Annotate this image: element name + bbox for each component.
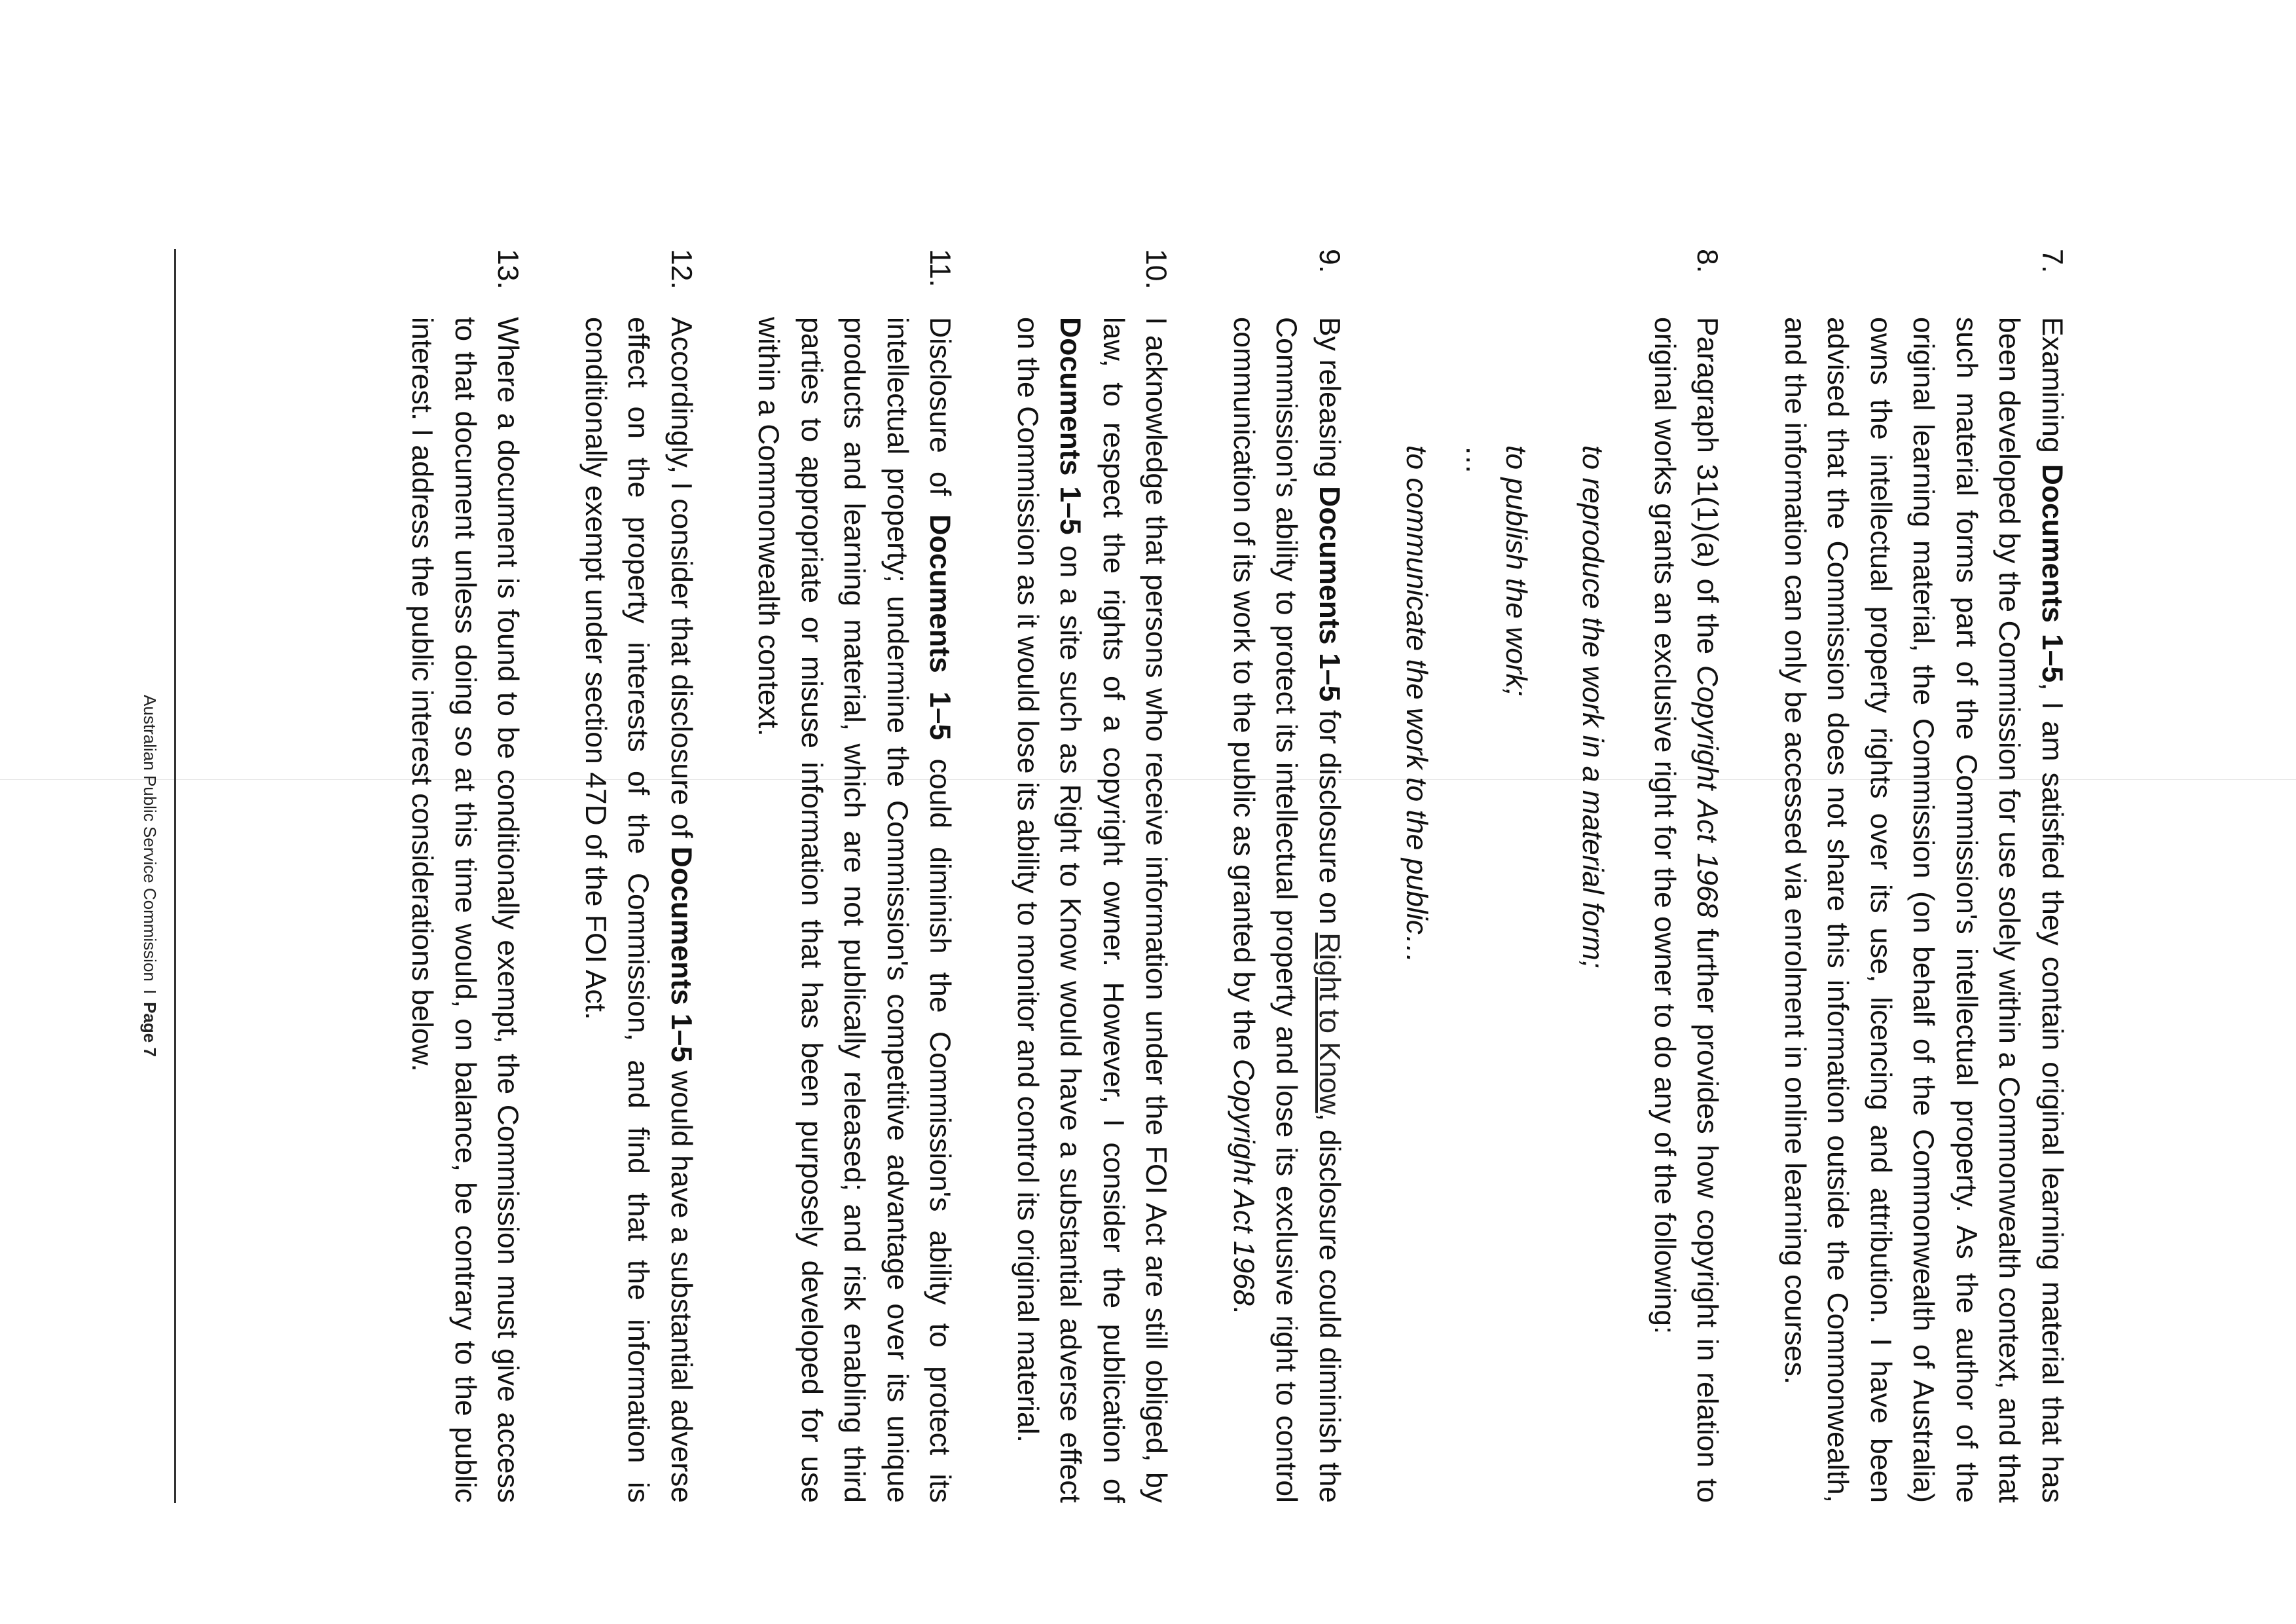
paragraph-text: further provides how copyright in relation to original works grants an exclusive right for the owner to do any of the following: <box>1649 317 1724 1503</box>
paragraph-text: for disclosure on <box>1313 701 1345 933</box>
paragraph-text: Where a document is found to be conditionally exempt, the Commission must give access to that document unless doing so at this time would, on balance, be contrary to the public interest. I address the public interest considerations below. <box>406 317 524 1503</box>
documents-reference: Documents 1–5 <box>1313 486 1345 702</box>
paragraph-7 <box>1774 249 2074 1503</box>
paragraph-text: Examining <box>2036 317 2068 464</box>
act-title: Copyright Act 1968 <box>1691 665 1724 918</box>
documents-reference: Documents 1–5 <box>1054 317 1087 535</box>
paragraph-13 <box>401 249 530 1503</box>
footer-page-number: Page 7 <box>140 1002 160 1057</box>
act-title: Copyright Act 1968 <box>1228 1058 1260 1306</box>
paragraph-text: could diminish the Commission's ability to protect its intellectual property; undermine the Commission's competitive advantage over its unique products and learning material, which are not publically released; and risk enabling third parties to appropriate or misuse information that has been purposely developed for use within a Commonwealth context. <box>752 317 957 1503</box>
quote-reproduce: to reproduce the work in a material form; <box>1576 445 1609 969</box>
paragraph-text: Paragraph 31(1)(a) of the <box>1691 317 1724 665</box>
paragraph-8 <box>1643 249 1729 1503</box>
paragraph-text: , I am satisfied they contain original learning material that has been developed by the Commission for use solely within a Commonwealth context, and that such material forms part of the Commission's intellectual property. As the author of the original learning material, the Commission (on behalf of the Commonwealth of Australia) owns the intellectual property rights over its use, licencing and attribution. I have been advised that the Commission does not share this information outside the Commonwealth, and the information can only be accessed via enrolment in online learning courses. <box>1779 317 2068 1503</box>
paragraph-text: . <box>1228 1305 1260 1314</box>
paragraph-text: on a site such as Right to Know would have a substantial adverse effect on the Commission as it would lose its ability to monitor and control its original material. <box>1011 317 1087 1503</box>
paragraph-12 <box>574 249 703 1503</box>
documents-reference: Documents 1–5 <box>2036 464 2068 683</box>
paragraph-text: I acknowledge that persons who receive information under the FOI Act are still obliged, by law, to respect the rights of a copyright owner. However, I consider the publication of <box>1097 317 1173 1503</box>
paragraph-text: By releasing <box>1313 317 1345 487</box>
page-footer <box>139 249 160 1503</box>
quote-communicate: to communicate the work to the public… <box>1400 445 1433 964</box>
documents-reference: Documents 1–5 <box>924 514 957 741</box>
quote-ellipsis: … <box>1460 445 1493 475</box>
paragraph-number: 8. <box>1691 249 1724 274</box>
quote-publish: to publish the work; <box>1500 445 1532 697</box>
right-to-know-link[interactable]: Right to Know <box>1313 932 1345 1113</box>
paragraph-text: Accordingly, I consider that disclosure of <box>665 317 697 847</box>
document-body <box>356 249 2073 1503</box>
paragraph-number: 11. <box>924 249 957 287</box>
paragraph-text: would have a substantial adverse effect on the property interests of the Commission, and find that the information is conditionally exempt under section 47D of the FOI Act. <box>579 317 697 1504</box>
paragraph-number: 10. <box>1140 249 1173 289</box>
paragraph-10 <box>1006 249 1178 1503</box>
paragraph-9 <box>1222 249 1351 1503</box>
paragraph-number: 13. <box>492 249 524 289</box>
footer-organisation: Australian Public Service Commission <box>140 695 160 982</box>
paragraph-number: 12. <box>665 249 697 289</box>
footer-separator: I <box>140 989 160 995</box>
paragraph-number: 9. <box>1313 249 1345 274</box>
paragraph-text: , disclosure could diminish the Commission's ability to protect its intellectual property and lose its exclusive right to control communication of its work to the public as granted by the <box>1228 317 1345 1503</box>
paragraph-11 <box>747 249 962 1503</box>
footer-divider <box>174 249 176 1503</box>
paragraph-text: Disclosure of <box>924 317 957 515</box>
documents-reference: Documents 1–5 <box>665 846 697 1063</box>
paragraph-number: 7. <box>2036 249 2068 274</box>
